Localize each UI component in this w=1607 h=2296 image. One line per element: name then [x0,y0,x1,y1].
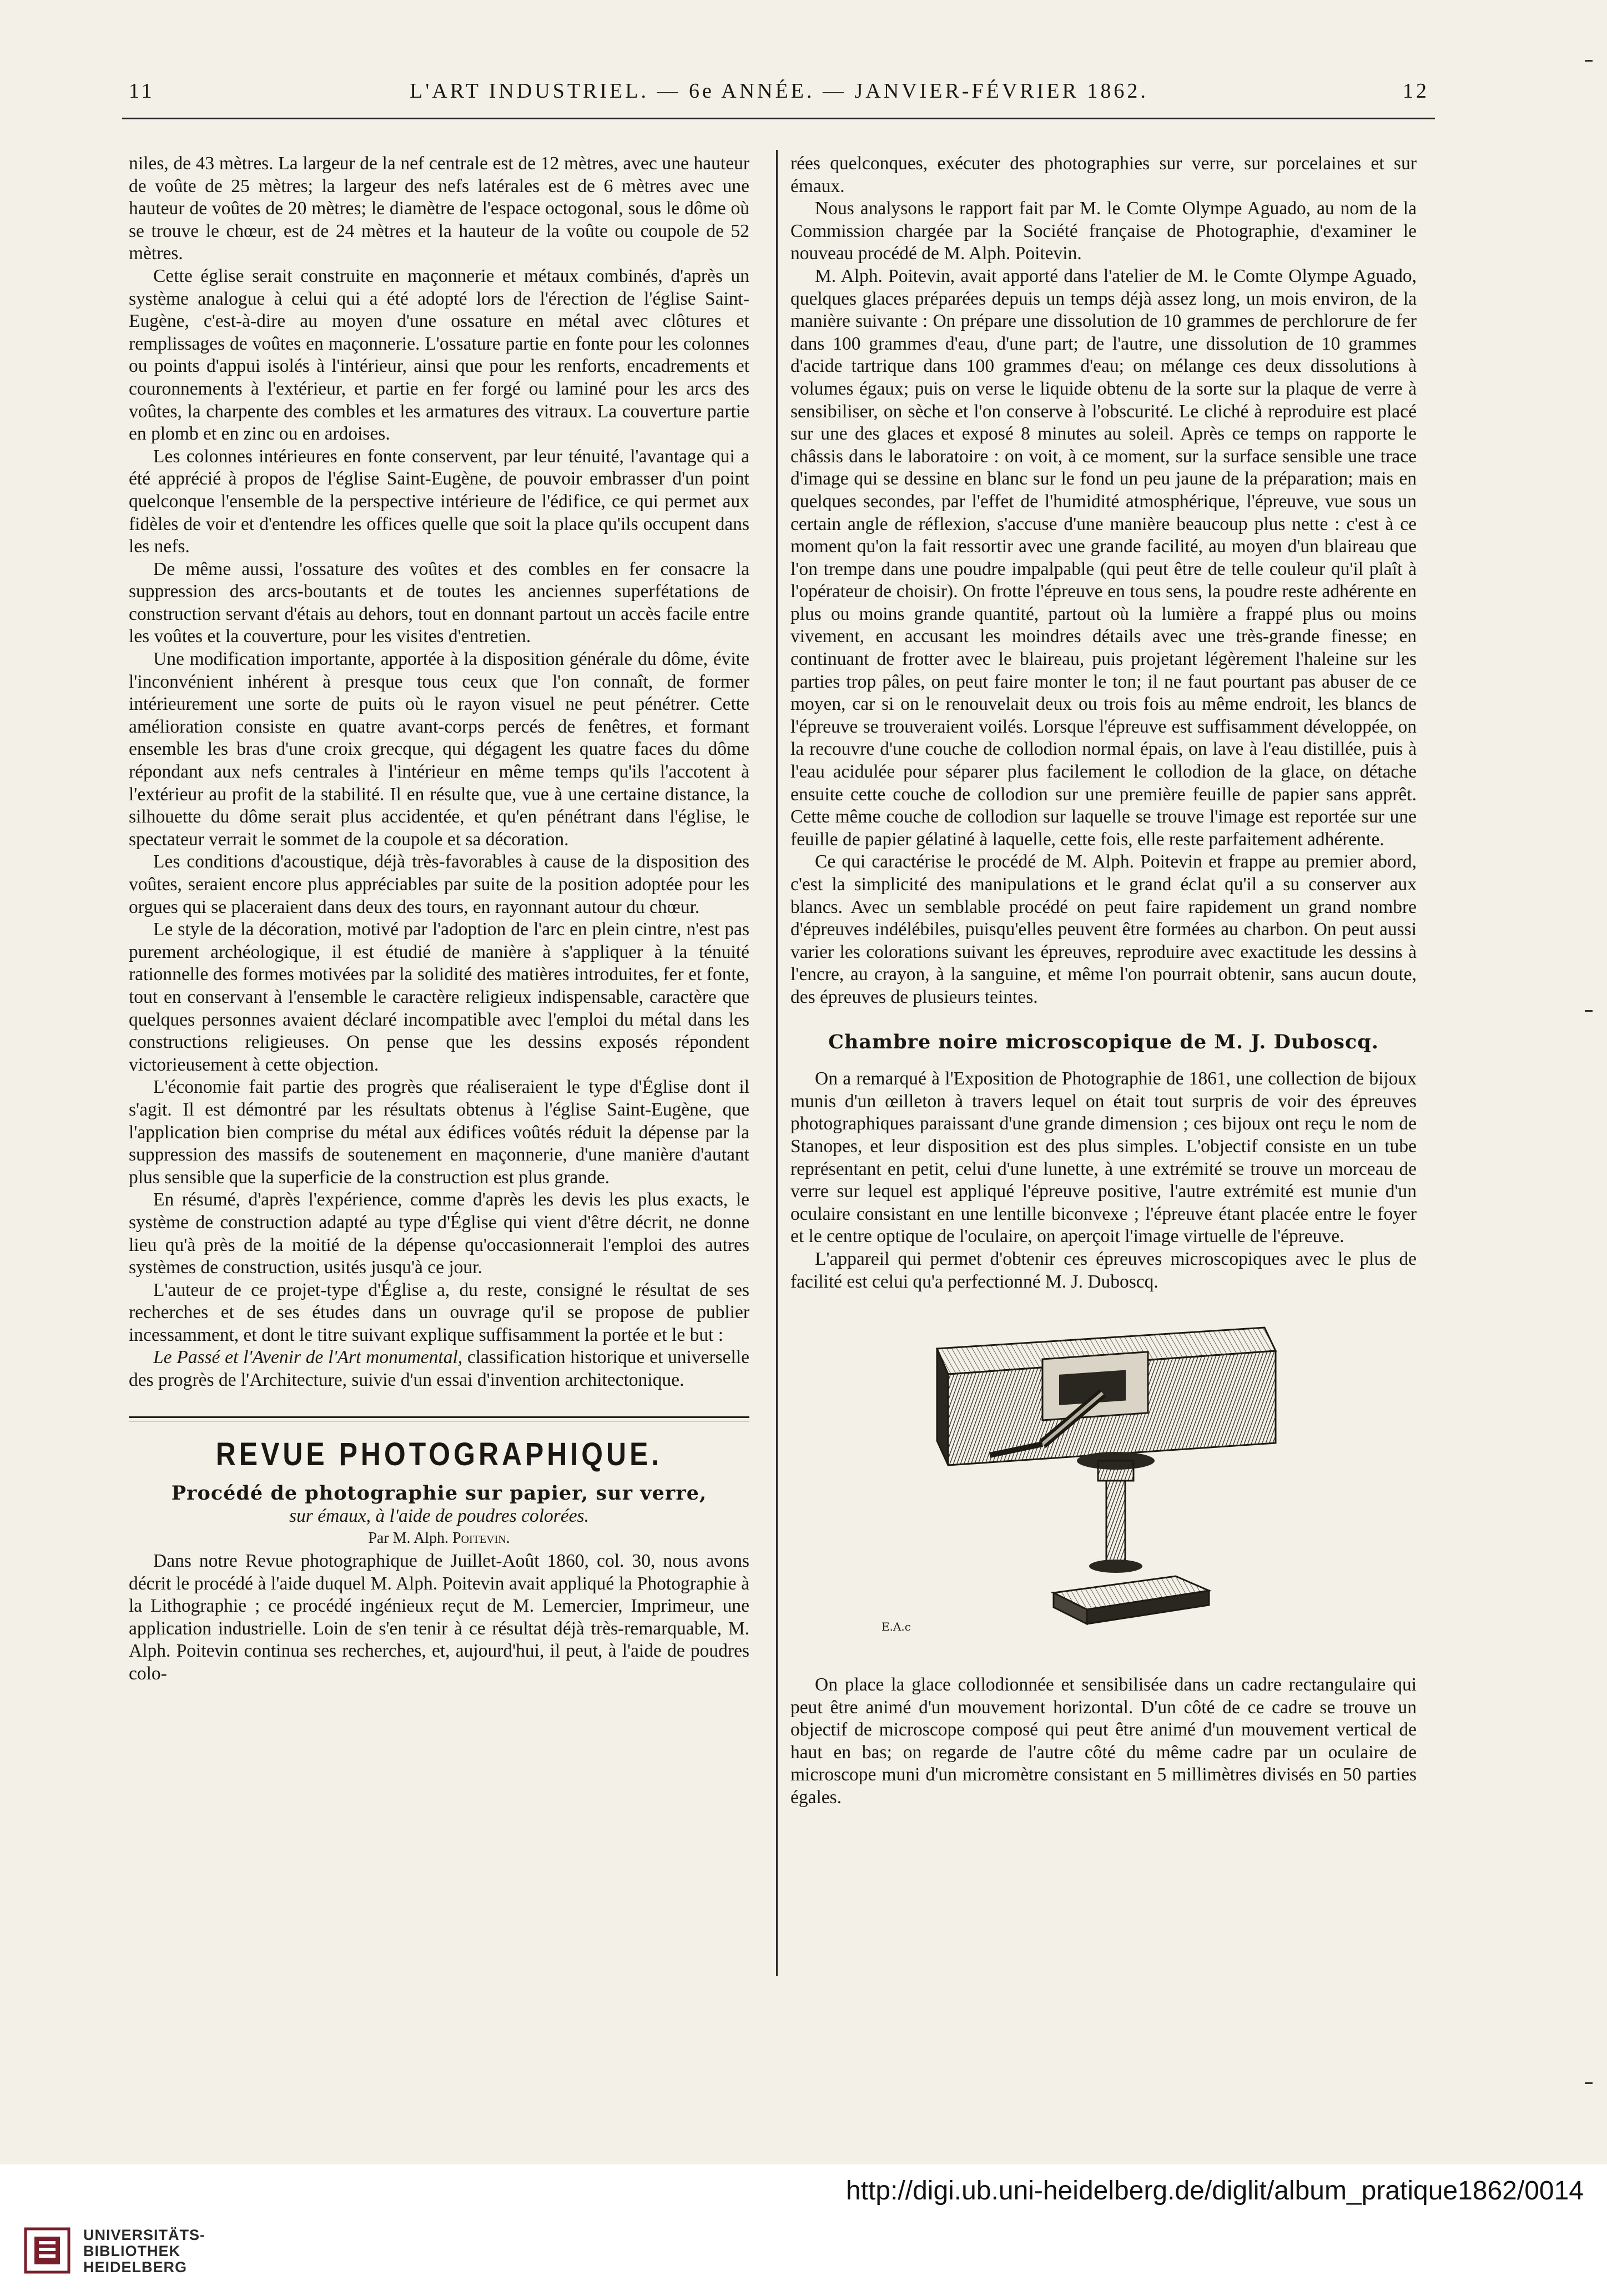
book-title-rest: classification historique et universelle des progrès de l'Architecture, suivie d'un essai d'invention architectonique. [129,1347,749,1391]
byline-name: Poitevin [452,1530,506,1547]
byline-prefix: Par M. Alph. [368,1530,453,1547]
paragraph: Les conditions d'acoustique, déjà très-favorables à cause de la disposition des voûtes, seraient encore plus appréciables par suite de la position adoptée pour les orgues qui se placeraient dans deux des tours, en rayonnant autour du chœur. [129,851,749,917]
library-line: UNIVERSITÄTS- [83,2227,206,2243]
edge-mark [1585,60,1593,62]
paragraph: Le style de la décoration, motivé par l'adoption de l'arc en plein cintre, n'est pas purement archéologique, il est étudié de manière à s'appliquer à la ténuité rationnelle des formes motivées par la solidité des matières introduites, fer et fonte, tout en conservant à l'ensemble le caractère religieux indispensable, caractère que quelques personnes avaient déclaré incompatible avec l'emploi du métal dans les constructions religieuses. On pense que les dessins exposés répondent victorieusement à cette objection. [129,919,749,1075]
edge-mark [1585,2082,1593,2084]
paragraph: Cette église serait construite en maçonnerie et métaux combinés, d'après un système analogue à celui qui a été adopté lors de l'érection de l'église Saint-Eugène, c'est-à-dire au moyen d'une ossature en métal avec clôtures et remplissages de voûtes en maçonnerie. L'ossature partie en fonte pour les colonnes ou points d'appui isolés à l'intérieur, ainsi que pour les renforts, encadrements et couronnements à l'extérieur, et partie en fer forgé ou laminé pour les arcs des voûtes, la charpente des combles et les armatures des vitraux. La couverture partie en plomb et en zinc ou en ardoises. [129,265,749,445]
subsection-heading: Chambre noire microscopique de M. J. Duboscq. [828,1030,1379,1053]
paragraph: rées quelconques, exécuter des photographies sur verre, sur porcelaines et sur émaux. [790,153,1417,196]
byline-suffix: . [506,1530,510,1547]
engraving-drawing [876,1315,1331,1643]
library-line: HEIDELBERG [83,2259,188,2275]
section-rule [129,1416,749,1421]
paragraph: Une modification importante, apportée à la disposition générale du dôme, évite l'inconvénient inhérent à presque tous ceux que l'on connaît, de former intérieurement une sorte de puits où le rayon visuel ne peut pénétrer. Cette amélioration consiste en quatre avant-corps percés de fenêtres, et formant ensemble les bras d'une croix grecque, qui dégagent les quatre faces du dôme répondant aux nefs centrales à l'intérieur en même temps qu'ils l'accotent à l'extérieur au profit de la stabilité. Il en résulte que, vue à une certaine distance, la silhouette du dôme serait plus accidentée, et qu'en pénétrant dans l'église, le spectateur verrait le sommet de la coupole et sa décoration. [129,649,749,850]
right-column [790,153,1417,1809]
paragraph: Les colonnes intérieures en fonte conservent, par leur ténuité, l'avantage qui a été apprécié à propos de l'église Saint-Eugène, de pouvoir embrasser d'un point quelconque l'ensemble de la perspective intérieure de l'édifice, ce qui permet aux fidèles de voir et d'entendre les offices quelle que soit la place qu'ils occupent dans les nefs. [129,446,749,557]
paragraph: L'économie fait partie des progrès que réaliseraient le type d'Église dont il s'agit. Il est démontré par les résultats obtenus à l'église Saint-Eugène, que l'application bien comprise du métal aux édifices voûtés réduit la dépense par la suppression des massifs de soutenement en maçonnerie, d'une manière d'autant plus sensible que la superficie de la construction est plus grande. [129,1077,749,1188]
paragraph: On a remarqué à l'Exposition de Photographie de 1861, une collection de bijoux munis d'un œilleton à travers lequel on était tout surpris de voir des épreuves photographiques paraissant d'une grande dimension ; ces bijoux ont reçu le nom de Stanopes, et leur disposition est des plus simples. L'objectif consiste en un tube représentant en petit, celui d'une lunette, à une extrémité se trouve un morceau de verre sur lequel est appliqué l'épreuve positive, l'autre extrémité est munie d'un oculaire consistant en une lentille biconvexe ; l'épreuve étant placée entre le foyer et le centre optique de l'oculaire, on aperçoit l'image virtuelle de l'épreuve. [790,1068,1417,1247]
paragraph: L'appareil qui permet d'obtenir ces épreuves microscopiques avec le plus de facilité est celui qu'a perfectionné M. J. Duboscq. [790,1248,1417,1292]
paragraph: Nous analysons le rapport fait par M. le Comte Olympe Aguado, au nom de la Commission chargée par la Société française de Photographie, d'examiner le nouveau procédé de M. Alph. Poitevin. [790,198,1417,264]
page-number-left: 11 [129,79,155,103]
left-column [129,153,749,1686]
journal-title: L'ART INDUSTRIEL. — 6e ANNÉE. — JANVIER-FÉVRIER 1862. [410,79,1148,103]
university-seal-icon [22,2226,72,2275]
paragraph: Dans notre Revue photographique de Juillet-Août 1860, col. 30, nous avons décrit le procédé à l'aide duquel M. Alph. Poitevin avait appliqué la Photographie à la Lithographie ; ce procédé ingénieux reçut de M. Lemercier, Imprimeur, une application industrielle. Loin de s'en tenir à ce résultat déjà très-remarquable, M. Alph. Poitevin continua ses recherches, et, aujourd'hui, il peut, à l'aide de poudres colo- [129,1551,749,1684]
page-number-right: 12 [1403,79,1429,103]
section-heading: REVUE PHOTOGRAPHIQUE. [215,1436,663,1472]
edge-mark [1585,1010,1593,1012]
header-rule [122,118,1435,119]
library-line: BIBLIOTHEK [83,2243,180,2259]
paragraph: On place la glace collodionnée et sensibilisée dans un cadre rectangulaire qui peut être animé d'un mouvement horizontal. D'un côté de ce cadre se trouve un objectif de microscope composé qui peut être animé d'un mouvement vertical de haut en bas; on regarde de l'autre côté du même cadre par un oculaire de microscope muni d'un micromètre consistant en 5 millimètres divisés en 50 parties égales. [790,1674,1417,1808]
source-url-link[interactable]: http://digi.ub.uni-heidelberg.de/diglit/album_pratique1862/0014 [846,2176,1584,2206]
book-title: Le Passé et l'Avenir de l'Art monumental, [153,1347,463,1368]
paragraph: niles, de 43 mètres. La largeur de la nef centrale est de 12 mètres, avec une hauteur de voûte de 25 mètres; la largeur des nefs latérales est de 6 mètres avec une hauteur de voûtes de 20 mètres; le diamètre de l'espace octogonal, sous le dôme où se trouve le chœur, est de 24 mètres et la hauteur de la voûte ou coupole de 52 mètres. [129,153,749,264]
paragraph: M. Alph. Poitevin, avait apporté dans l'atelier de M. le Comte Olympe Aguado, quelques glaces préparées depuis un temps déjà assez long, un mois environ, de la manière suivante : On prépare une dissolution de 10 grammes de perchlorure de fer dans 100 grammes d'eau, d'une part; de l'autre, une dissolution de 10 grammes d'acide tartrique dans 100 grammes d'eau; on mélange ces deux dissolutions à volumes égaux; puis on verse le liquide obtenu de la sorte sur la plaque de verre à sensibiliser, on sèche et l'on conserve à l'obscurité. Le cliché à reproduire est placé sur une des glaces et exposé 8 minutes au soleil. Après ce temps on rapporte le châssis dans le laboratoire : on voit, à ce moment, sur la surface sensible une trace d'image qui se dessine en blanc sur le fond un peu jaune de la préparation; mais en quelques secondes, par l'effet de l'humidité atmosphérique, l'épreuve, vue sous un certain angle de réflexion, s'accuse d'une manière beaucoup plus nette : c'est à ce moment qu'on la fait ressortir avec une grande facilité, au moyen d'un blaireau que l'on trempe dans une poudre impalpable (qui peut être de telle couleur qu'il plaît à l'opérateur de choisir). On frotte l'épreuve en tous sens, la poudre reste adhérente en plus ou moins grande quantité, partout où la lumière a frappé plus ou moins vivement, en accusant les moindres détails avec une très-grande finesse; en continuant de frotter avec le blaireau, puis projetant légèrement l'haleine sur les parties trop pâles, on peut faire monter le ton; il ne faut pourtant pas abuser de ce moyen, car si on le renouvelait deux ou trois fois au même endroit, les blancs de l'épreuve se trouveraient voilés. Lorsque l'épreuve est suffisamment développée, on la recouvre d'une couche de collodion normal épais, on lave à l'eau distillée, puis à l'eau acidulée pour séparer plus facilement le collodion de la glace, on détache ensuite cette couche de collodion sur une première feuille de papier sans apprêt. Cette même couche de collodion sur laquelle se trouve l'image est reportée sur une feuille de papier gélatiné à laquelle, cette fois, elle reste parfaitement adhérente. [790,265,1417,850]
library-logo-text [83,2227,205,2275]
byline [129,1527,749,1550]
microscope-camera-engraving [876,1315,1331,1643]
column-divider [776,150,778,1976]
engraver-signature: E.A.c [881,1620,911,1634]
article-title: Procédé de photographie sur papier, sur verre, [171,1482,707,1505]
paragraph: L'auteur de ce projet-type d'Église a, du reste, consigné le résultat de ses recherches et de ses études dans un ouvrage qu'il se propose de publier incessamment, et dont le titre suivant explique suffisamment la portée et le but : [129,1279,749,1345]
book-title-paragraph [129,1346,749,1391]
running-head [129,72,1429,111]
paragraph: En résumé, d'après l'expérience, comme d'après les devis les plus exacts, le système de construction adapté au type d'Église qui vient d'être décrit, ne donne lieu qu'à près de la moitié de la dépense qu'occasionnerait l'emploi des autres systèmes de construction, usités jusqu'à ce jour. [129,1189,749,1278]
article-subtitle: sur émaux, à l'aide de poudres colorées. [289,1505,589,1526]
paragraph: Ce qui caractérise le procédé de M. Alph. Poitevin et frappe au premier abord, c'est la simplicité des manipulations et le grand éclat qu'il a su conserver aux blancs. Avec un semblable procédé on peut faire rapidement un grand nombre d'épreuves indélébiles, puisqu'elles peuvent être formées au charbon. On peut aussi varier les colorations suivant les épreuves, reproduire avec exactitude les dessins à l'encre, au crayon, à la sanguine, et même l'on pourrait obtenir, sans aucun doute, des épreuves de plusieurs teintes. [790,851,1417,1007]
paragraph: De même aussi, l'ossature des voûtes et des combles en fer consacre la suppression des arcs-boutants et de toutes les anciennes superfétations de construction servant d'étais au dehors, tout en donnant partout un accès facile entre les voûtes et la couverture, pour les visites d'entretien. [129,558,749,647]
